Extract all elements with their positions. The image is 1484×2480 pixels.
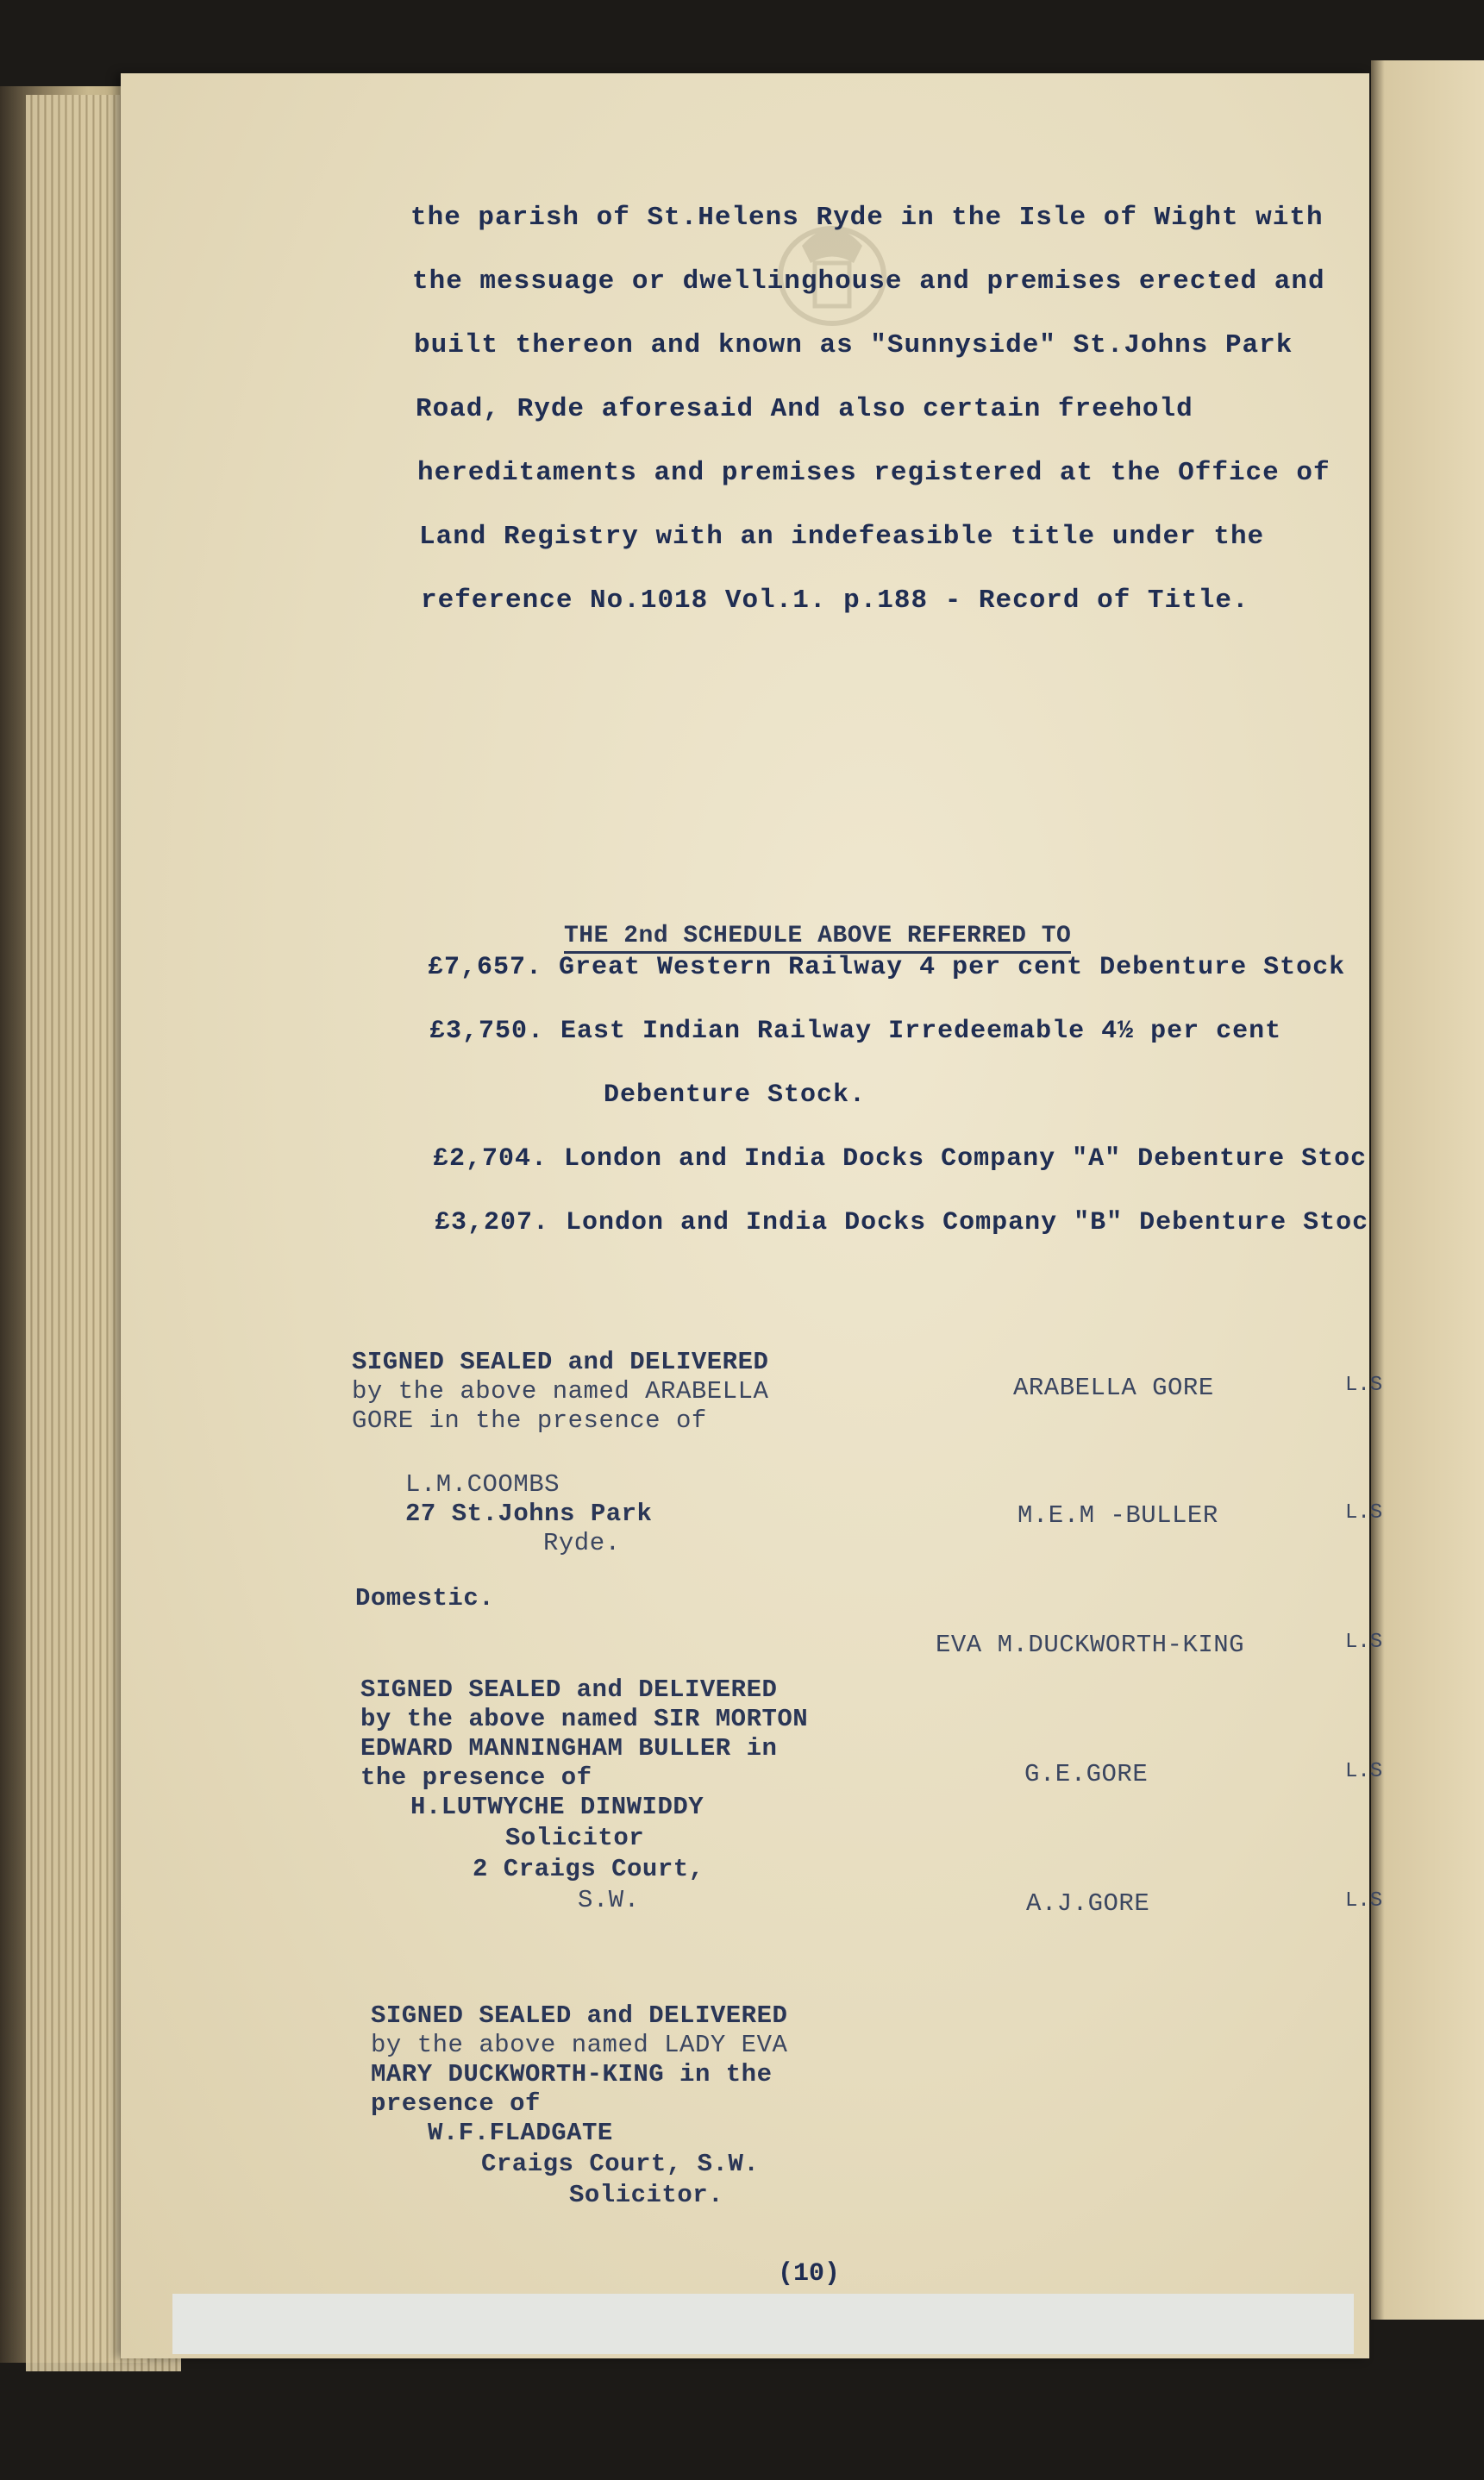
attestation-line: by the above named LADY EVA (371, 2031, 788, 2059)
seal-mark: L.S (1345, 1760, 1383, 1783)
facing-page (1371, 60, 1484, 2320)
body-line: Land Registry with an indefeasible title under the (419, 522, 1265, 552)
attestation-line: the presence of (360, 1763, 592, 1792)
body-line: built thereon and known as "Sunnyside" St.Johns Park (414, 330, 1293, 360)
witness-name: W.F.FLADGATE (428, 2119, 613, 2147)
schedule-item: £3,207. London and India Docks Company "B" Debenture Stoc (435, 1208, 1369, 1237)
body-line: reference No.1018 Vol.1. p.188 - Record of Title. (421, 586, 1249, 616)
body-line: hereditaments and premises registered at the Office of (417, 458, 1331, 488)
seal-mark: L.S (1345, 1374, 1383, 1397)
schedule-item: £3,750. East Indian Railway Irredeemable 4½ per cent (429, 1017, 1282, 1046)
witness-address: Ryde. (543, 1529, 621, 1557)
body-line: the parish of St.Helens Ryde in the Isle of Wight with (410, 203, 1324, 233)
seal-mark: L.S (1345, 1501, 1383, 1525)
schedule-item: Debenture Stock. (604, 1080, 867, 1110)
witness-occupation: Domestic. (355, 1584, 495, 1613)
schedule-item: £2,704. London and India Docks Company "A" Debenture Stoc (433, 1144, 1368, 1174)
witness-address: S.W. (578, 1886, 640, 1914)
attestation-line: EDWARD MANNINGHAM BULLER in (360, 1734, 778, 1763)
witness-occupation: Solicitor (505, 1824, 645, 1852)
schedule-heading: THE 2nd SCHEDULE ABOVE REFERRED TO (564, 923, 1071, 954)
witness-occupation: Solicitor. (569, 2181, 724, 2209)
seal-mark: L.S (1345, 1889, 1383, 1913)
document-page (121, 73, 1383, 2358)
attestation-line: SIGNED SEALED and DELIVERED (352, 1348, 769, 1376)
attestation-line: SIGNED SEALED and DELIVERED (371, 2001, 788, 2030)
signatory-name: M.E.M -BULLER (1018, 1501, 1218, 1530)
witness-address: 2 Craigs Court, (473, 1855, 704, 1883)
underlying-sheet-edge (172, 2294, 1354, 2354)
body-line: Road, Ryde aforesaid And also certain freehold (416, 394, 1193, 424)
witness-name: L.M.COOMBS (405, 1470, 560, 1499)
attestation-line: MARY DUCKWORTH-KING in the (371, 2060, 773, 2089)
witness-address: 27 St.Johns Park (405, 1500, 653, 1528)
attestation-line: by the above named ARABELLA (352, 1377, 769, 1406)
seal-mark: L.S (1345, 1631, 1383, 1654)
signatory-name: A.J.GORE (1026, 1889, 1150, 1918)
signatory-name: G.E.GORE (1024, 1760, 1149, 1788)
witness-address: Craigs Court, S.W. (481, 2150, 760, 2178)
attestation-line: by the above named SIR MORTON (360, 1705, 809, 1733)
attestation-line: GORE in the presence of (352, 1406, 707, 1435)
schedule-item: £7,657. Great Western Railway 4 per cent Debenture Stock (428, 953, 1346, 982)
witness-name: H.LUTWYCHE DINWIDDY (410, 1793, 704, 1821)
body-line: the messuage or dwellinghouse and premises erected and (412, 266, 1325, 297)
signatory-name: ARABELLA GORE (1013, 1374, 1214, 1402)
attestation-line: SIGNED SEALED and DELIVERED (360, 1675, 778, 1704)
attestation-line: presence of (371, 2089, 541, 2118)
signatory-name: EVA M.DUCKWORTH-KING (936, 1631, 1245, 1659)
page-number: (10) (778, 2259, 841, 2289)
